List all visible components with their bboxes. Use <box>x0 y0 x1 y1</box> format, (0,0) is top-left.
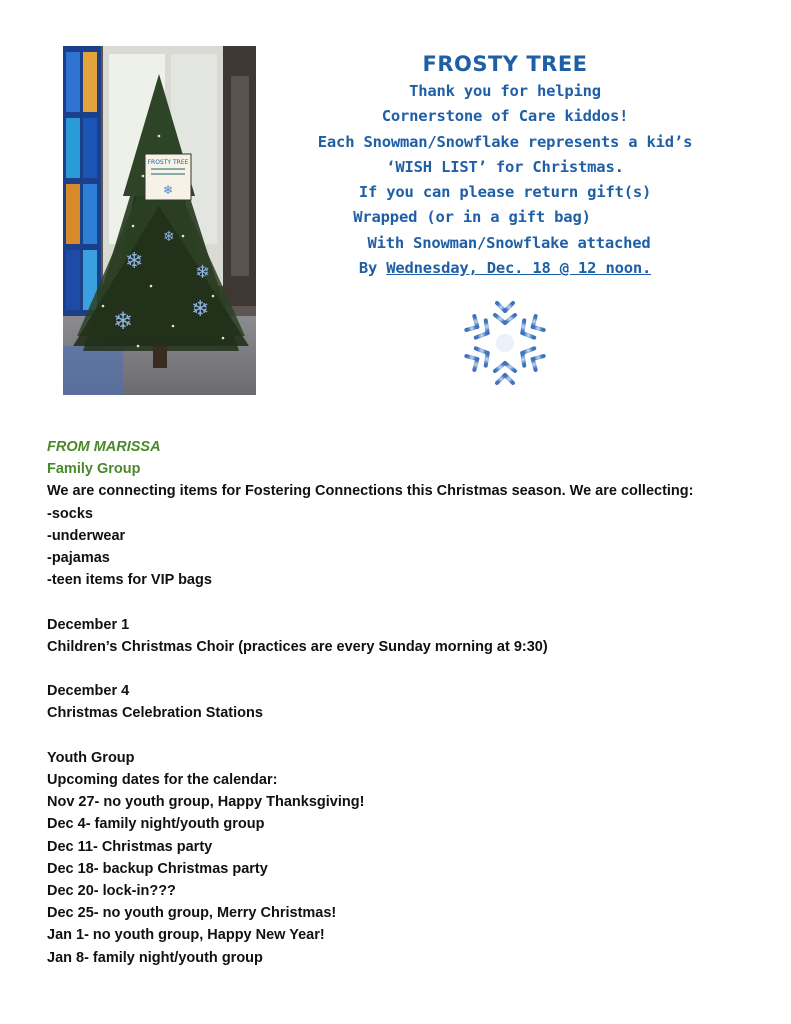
youth-date-item: Dec 18- backup Christmas party <box>47 860 268 877</box>
event-text: Christmas Celebration Stations <box>47 705 263 722</box>
collection-item: -teen items for VIP bags <box>47 572 212 589</box>
svg-text:❄: ❄ <box>125 248 144 273</box>
sign-title: FROSTY TREE <box>147 159 189 166</box>
frosty-tree-announcement <box>290 50 720 281</box>
svg-text:❄: ❄ <box>163 230 175 245</box>
announcement-line: Each Snowman/Snowflake represents a kid’s <box>317 132 693 151</box>
collection-item: -pajamas <box>47 550 110 567</box>
youth-group-heading: Youth Group <box>47 749 135 766</box>
deadline-line <box>290 256 720 281</box>
youth-date-item: Nov 27- no youth group, Happy Thanksgiving! <box>47 794 365 811</box>
frosty-tree-photo <box>63 46 256 395</box>
family-group-heading: Family Group <box>47 461 141 478</box>
deadline-prefix: By <box>358 259 387 278</box>
collection-item: -underwear <box>47 527 126 544</box>
announcement-line: Cornerstone of Care kiddos! <box>381 107 629 126</box>
frosty-tree-title: FROSTY TREE <box>422 52 588 76</box>
event-text: Children’s Christmas Choir (practices are every Sunday morning at 9:30) <box>47 638 548 655</box>
announcement-line: Thank you for helping <box>409 82 601 100</box>
youth-date-item: Dec 11- Christmas party <box>47 838 213 855</box>
snowflake-icon <box>455 293 555 393</box>
announcement-line: Wrapped (or in a gift bag) <box>353 208 591 227</box>
youth-date-item: Jan 8- family night/youth group <box>47 949 263 966</box>
announcement-line: If you can please return gift(s) <box>358 183 652 202</box>
youth-date-item: Dec 25- no youth group, Merry Christmas! <box>47 905 337 922</box>
announcement-line: ‘WISH LIST’ for Christmas. <box>386 157 624 176</box>
svg-text:❄: ❄ <box>162 183 174 197</box>
svg-text:❄: ❄ <box>191 296 210 321</box>
tree-illustration <box>63 46 256 395</box>
youth-date-item: Dec 20- lock-in??? <box>47 883 176 900</box>
youth-group-intro: Upcoming dates for the calendar: <box>47 772 278 788</box>
newsletter-body <box>47 436 767 969</box>
svg-text:❄: ❄ <box>195 262 211 282</box>
collection-intro: We are connecting items for Fostering Connections this Christmas season. We are collecting: <box>47 483 694 500</box>
deadline-date: Wednesday, Dec. 18 @ 12 noon. <box>386 259 652 278</box>
collection-item: -socks <box>47 505 93 522</box>
from-marissa-heading: FROM MARISSA <box>47 439 161 455</box>
youth-date-item: Dec 4- family night/youth group <box>47 816 265 833</box>
svg-text:❄: ❄ <box>113 309 134 335</box>
announcement-line: With Snowman/Snowflake attached <box>367 233 651 252</box>
event-date: December 4 <box>47 683 130 700</box>
youth-date-item: Jan 1- no youth group, Happy New Year! <box>47 927 325 944</box>
event-date: December 1 <box>47 616 130 633</box>
